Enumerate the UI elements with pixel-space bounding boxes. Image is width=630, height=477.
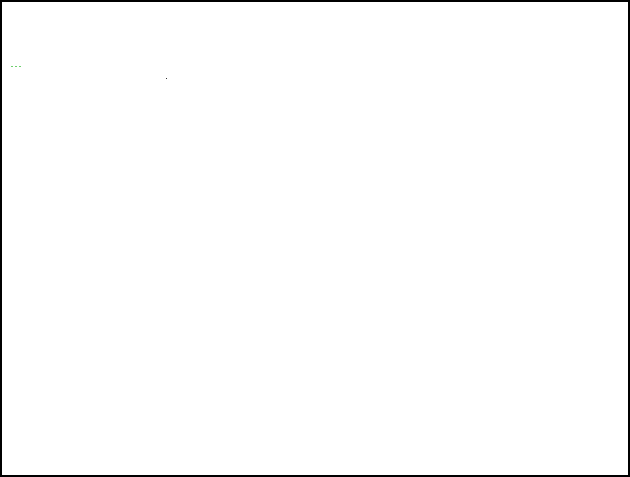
green-marker xyxy=(11,66,21,68)
green-marker-dot xyxy=(11,66,13,67)
stray-dot xyxy=(166,78,167,79)
green-marker-dot xyxy=(19,66,21,67)
green-marker-dot xyxy=(15,66,17,67)
